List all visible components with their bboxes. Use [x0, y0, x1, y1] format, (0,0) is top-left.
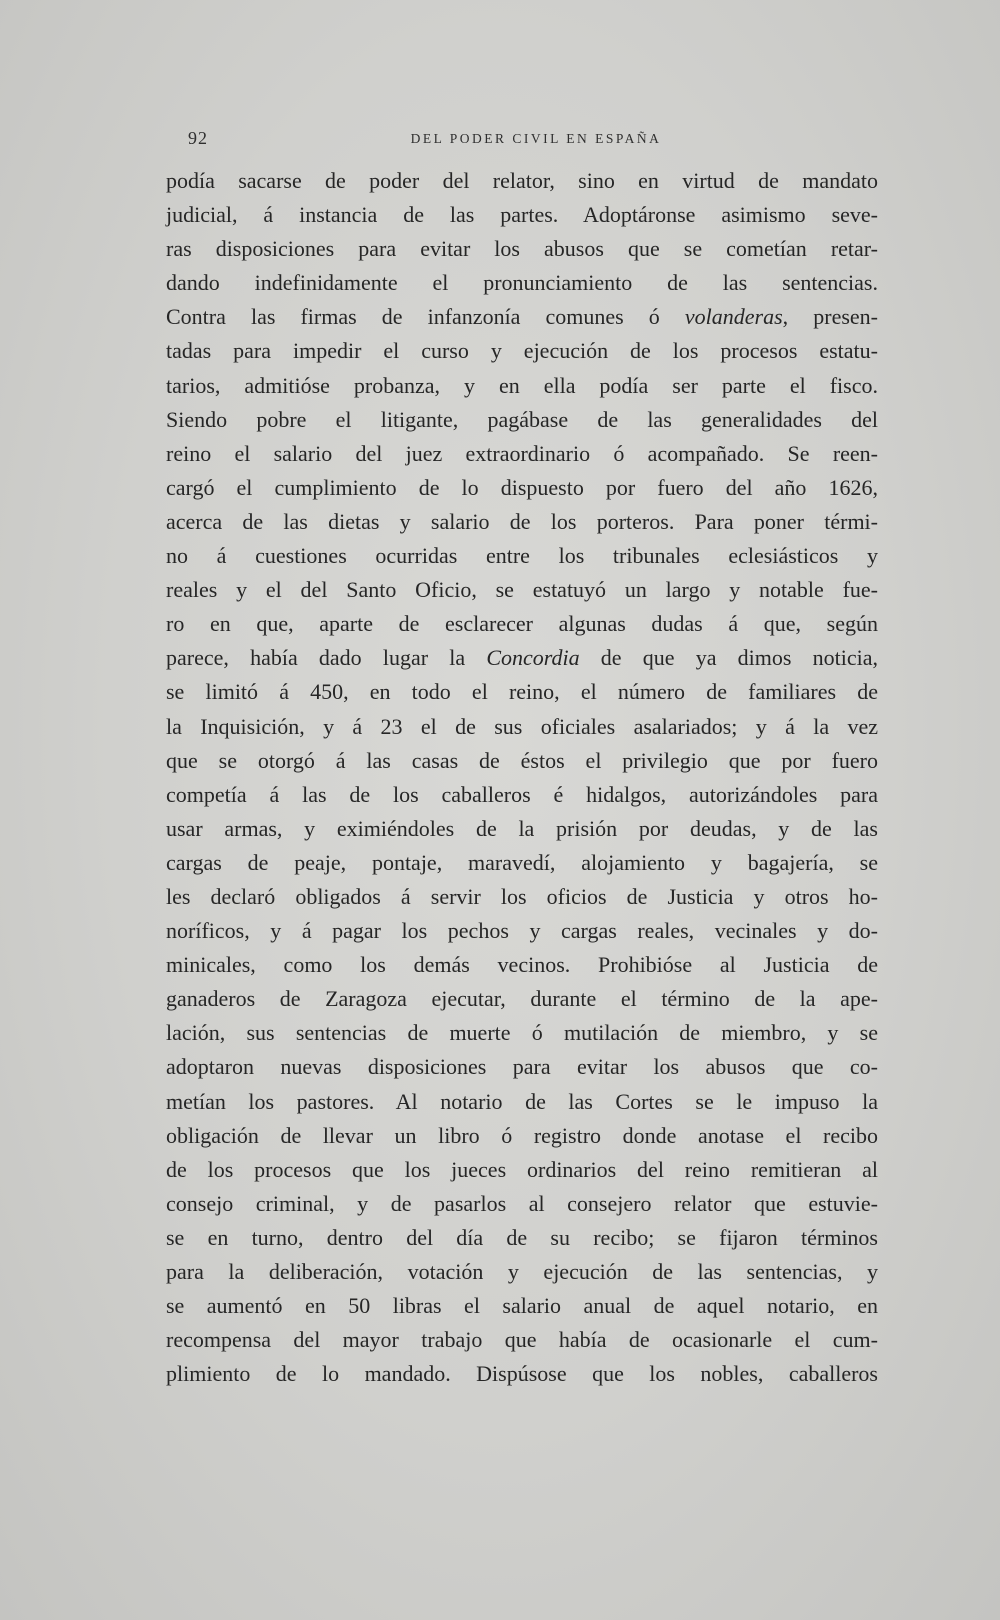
text-line: reino el salario del juez extraordinario ó acompañado. Se reen- — [166, 440, 878, 466]
text-line: cargó el cumplimiento de lo dispuesto por fuero del año 1626, — [166, 474, 878, 500]
text-line: se aumentó en 50 libras el salario anual de aquel notario, en — [166, 1293, 878, 1319]
text-line: recompensa del mayor trabajo que había de ocasionarle el cum- — [166, 1327, 878, 1353]
text-line: podía sacarse de poder del relator, sino en virtud de mandato — [166, 168, 878, 193]
page-number: 92 — [188, 128, 208, 148]
text-line: minicales, como los demás vecinos. Prohibióse al Justicia de — [166, 952, 878, 978]
text-line: tadas para impedir el curso y ejecución de los procesos estatu- — [166, 338, 878, 364]
text-line: metían los pastores. Al notario de las Cortes se le impuso la — [166, 1088, 878, 1114]
text-line: parece, había dado lugar la Concordia de que ya dimos noticia, — [166, 645, 878, 671]
text-line: Contra las firmas de infanzonía comunes ó volanderas, presen- — [166, 304, 878, 330]
text-line: judicial, á instancia de las partes. Adoptáronse asimismo seve- — [166, 202, 878, 228]
text-line: se limitó á 450, en todo el reino, el número de familiares de — [166, 679, 878, 705]
text-line: que se otorgó á las casas de éstos el privilegio que por fuero — [166, 747, 878, 773]
text-line: no á cuestiones ocurridas entre los tribunales eclesiásticos y — [166, 543, 878, 569]
text-line: Siendo pobre el litigante, pagábase de las generalidades del — [166, 406, 878, 432]
text-line: competía á las de los caballeros é hidalgos, autorizándoles para — [166, 781, 878, 807]
text-line: ro en que, aparte de esclarecer algunas dudas á que, según — [166, 611, 878, 637]
text-line: ganaderos de Zaragoza ejecutar, durante el término de la ape- — [166, 986, 878, 1012]
italic-term: Concordia — [486, 645, 580, 671]
text-line: consejo criminal, y de pasarlos al consejero relator que estuvie- — [166, 1190, 878, 1216]
text-line: se en turno, dentro del día de su recibo; se fijaron términos — [166, 1224, 878, 1250]
text-line: les declaró obligados á servir los oficios de Justicia y otros ho- — [166, 883, 878, 909]
text-line: para la deliberación, votación y ejecución de las sentencias, y — [166, 1259, 878, 1284]
text-line: cargas de peaje, pontaje, maravedí, alojamiento y bagajería, se — [166, 849, 878, 875]
text-line: de los procesos que los jueces ordinarios del reino remitieran al — [166, 1156, 878, 1182]
text-line: la Inquisición, y á 23 el de sus oficiales asalariados; y á la vez — [166, 713, 878, 739]
italic-term: volanderas — [684, 304, 783, 330]
text-line: usar armas, y eximiéndoles de la prisión por deudas, y de las — [166, 815, 878, 841]
text-line: noríficos, y á pagar los pechos y cargas reales, vecinales y do- — [166, 918, 878, 944]
text-line: reales y el del Santo Oficio, se estatuyó un largo y notable fue- — [166, 577, 878, 603]
text-line: tarios, admitióse probanza, y en ella podía ser parte el fisco. — [166, 372, 878, 398]
running-head — [188, 128, 884, 152]
text-line: lación, sus sentencias de muerte ó mutilación de miembro, y se — [166, 1020, 878, 1046]
text-line: adoptaron nuevas disposiciones para evitar los abusos que co- — [166, 1054, 878, 1080]
text-line: ras disposiciones para evitar los abusos que se cometían retar- — [166, 236, 878, 262]
running-title: DEL PODER CIVIL EN ESPAÑA — [410, 131, 662, 146]
text-line: dando indefinidamente el pronunciamiento de las sentencias. — [166, 270, 878, 296]
text-line: plimiento de lo mandado. Dispúsose que los nobles, caballeros — [166, 1361, 878, 1387]
text-line: acerca de las dietas y salario de los porteros. Para poner térmi- — [166, 508, 878, 534]
text-line: obligación de llevar un libro ó registro donde anotase el recibo — [166, 1122, 878, 1148]
body-text — [166, 164, 878, 1391]
